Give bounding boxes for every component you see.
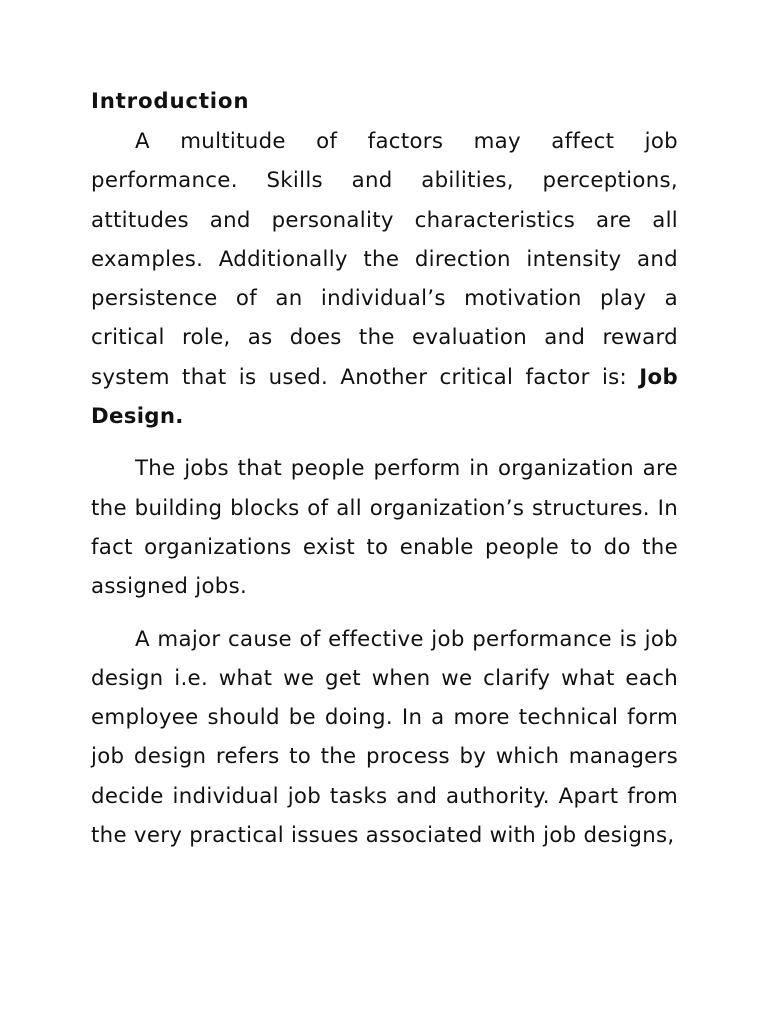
document-page: [91, 86, 678, 855]
paragraph-1: [91, 122, 678, 436]
paragraph-2: The jobs that people perform in organization are the building blocks of all organization’s structures. In fact organizations exist to enable people to do the assigned jobs.: [91, 456, 678, 600]
paragraph-1-text: A multitude of factors may affect job performance. Skills and abilities, perceptions, attitudes and personality characteristics are all examples. Additionally the direction intensity and persistence of an individual’s motivation play a critical role, as does the evaluation and reward system that is used. Another critical factor is:: [91, 129, 678, 390]
paragraph-1-emphasis: Job Design.: [91, 364, 678, 430]
section-heading: Introduction: [91, 89, 250, 114]
paragraph-3: A major cause of effective job performance is job design i.e. what we get when we clarify what each employee should be doing. In a more technical form job design refers to the process by which managers decide individual job tasks and authority. Apart from the very practical issues associated with job designs,: [91, 626, 678, 849]
